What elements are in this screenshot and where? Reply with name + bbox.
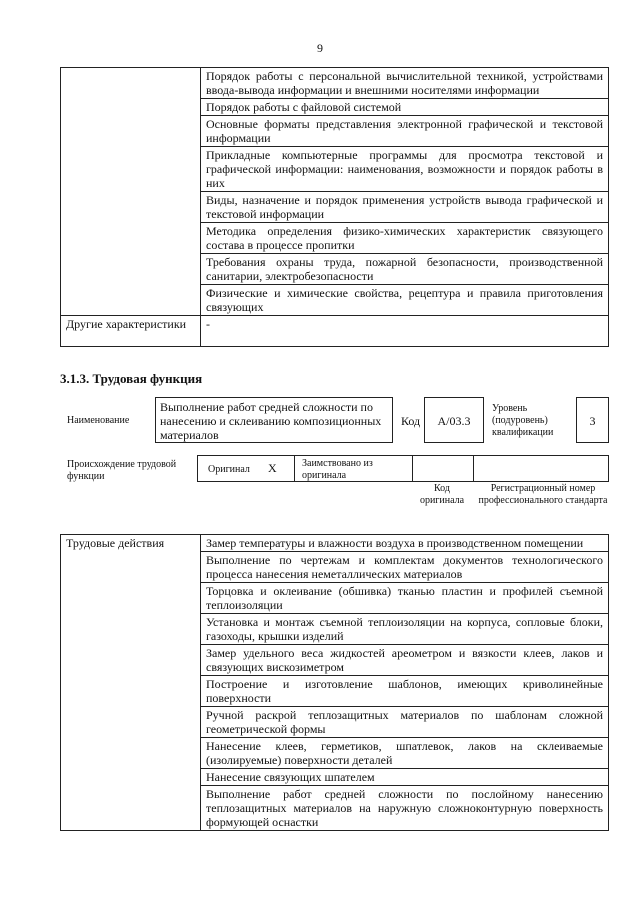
- knowledge-item: Порядок работы с персональной вычислительной техникой, устройствами ввода-вывода информации и внешними носителями информации: [201, 68, 609, 99]
- code-label: Код: [401, 414, 421, 428]
- knowledge-item: Методика определения физико-химических характеристик связующего состава в процессе пропитки: [201, 223, 609, 254]
- code-box: [424, 397, 484, 443]
- knowledge-item: Прикладные компьютерные программы для просмотра текстовой и графической информации: наименования, возможности и порядок работы в них: [201, 147, 609, 192]
- action-item: Выполнение работ средней сложности по послойному нанесению теплозащитных материалов на наружную сложноконтурную поверхность формующей оснастки: [201, 786, 609, 831]
- action-item: Установка и монтаж съемной теплоизоляции на корпуса, сопловые блоки, газоходы, крышки изделий: [201, 614, 609, 645]
- function-name: Выполнение работ средней сложности по нанесению и склеиванию композиционных материалов: [160, 400, 382, 442]
- action-item: Выполнение по чертежам и комплектам документов технологического процесса нанесения неметаллических материалов: [201, 552, 609, 583]
- name-label: Наименование: [67, 415, 130, 426]
- original-label: Оригинал: [208, 464, 250, 475]
- original-mark: X: [268, 461, 277, 475]
- code-value: A/03.3: [437, 414, 471, 428]
- action-item: Замер температуры и влажности воздуха в производственном помещении: [201, 535, 609, 552]
- action-item: Нанесение клеев, герметиков, шпатлевок, лаков на склеиваемые (изолируемые) поверхности деталей: [201, 738, 609, 769]
- action-item: Ручной раскрой теплозащитных материалов по шаблонам сложной геометрической формы: [201, 707, 609, 738]
- knowledge-table: [60, 67, 609, 347]
- action-item: Построение и изготовление шаблонов, имеющих криволинейные поверхности: [201, 676, 609, 707]
- other-characteristics-label: Другие характеристики: [61, 316, 201, 347]
- knowledge-item: Требования охраны труда, пожарной безопасности, производственной санитарии, электробезопасности: [201, 254, 609, 285]
- page-number: 9: [317, 41, 323, 55]
- labor-actions-table: [60, 534, 609, 831]
- knowledge-item: Виды, назначение и порядок применения устройств вывода графической и текстовой информации: [201, 192, 609, 223]
- other-characteristics-value: -: [201, 316, 609, 347]
- knowledge-item: Основные форматы представления электронной графической и текстовой информации: [201, 116, 609, 147]
- table-row: [61, 68, 609, 99]
- section-title: 3.1.3. Трудовая функция: [60, 371, 203, 386]
- level-value: 3: [589, 414, 596, 428]
- origin-table: [197, 455, 609, 482]
- table-cell-empty: [61, 68, 201, 316]
- level-box: [576, 397, 609, 443]
- origin-label: Происхождение трудовой функции: [67, 459, 177, 482]
- action-item: Замер удельного веса жидкостей ареометром и вязкости клеев, лаков и связующих вискозиметром: [201, 645, 609, 676]
- table-row: [61, 535, 609, 552]
- table-row: [61, 316, 609, 347]
- reg-number-caption: Регистрационный номер профессионального стандарта: [478, 483, 608, 506]
- action-item: Нанесение связующих шпателем: [201, 769, 609, 786]
- labor-actions-label: Трудовые действия: [61, 535, 201, 831]
- code-original-caption: Код оригинала: [419, 483, 465, 506]
- knowledge-item: Порядок работы с файловой системой: [201, 99, 609, 116]
- level-label: Уровень (подуровень) квалификации: [492, 403, 554, 438]
- action-item: Торцовка и оклеивание (обшивка) тканью пластин и профилей съемной теплоизоляции: [201, 583, 609, 614]
- function-name-box: [155, 397, 393, 443]
- knowledge-item: Физические и химические свойства, рецептура и правила приготовления связующих: [201, 285, 609, 316]
- borrowed-label: Заимствовано из оригинала: [302, 458, 373, 481]
